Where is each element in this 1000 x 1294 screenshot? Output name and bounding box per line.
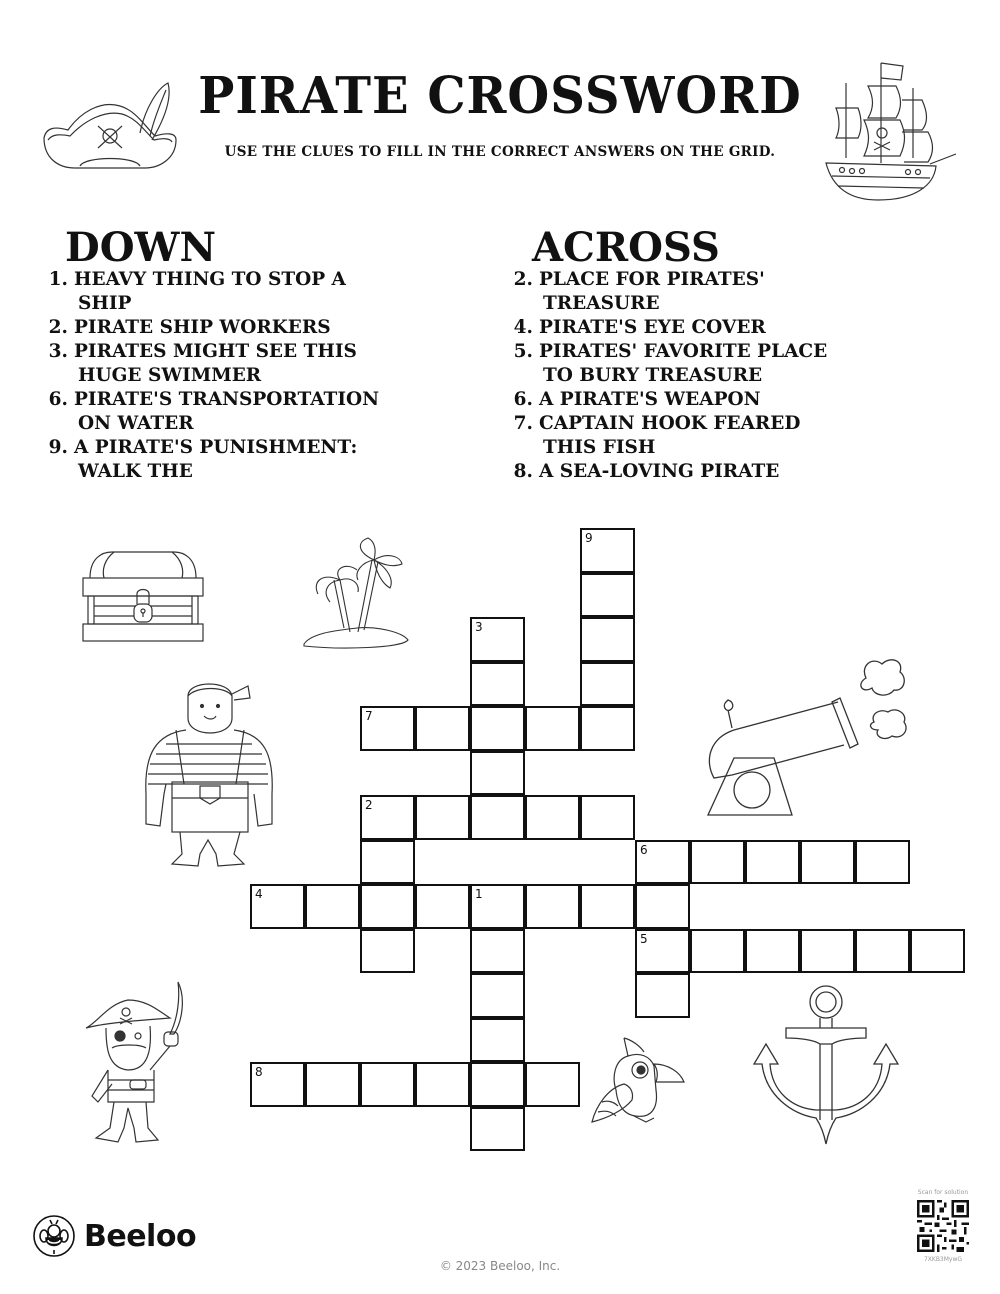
clue-number: 1 (475, 887, 483, 901)
across-clue-8: 8. A SEA-LOVING PIRATE (513, 461, 780, 482)
sailor-icon (136, 674, 276, 874)
grid-cell[interactable] (635, 840, 690, 885)
grid-cell[interactable] (635, 929, 690, 974)
grid-cell[interactable] (580, 795, 635, 840)
parrot-illustration (588, 1030, 688, 1130)
pirate-hat-illustration (40, 78, 180, 173)
grid-cell[interactable] (855, 929, 910, 974)
treasure-chest-icon (82, 548, 204, 643)
grid-cell[interactable] (470, 795, 525, 840)
palm-island-illustration (302, 532, 412, 654)
grid-cell[interactable] (635, 973, 690, 1018)
grid-cell[interactable] (580, 528, 635, 573)
grid-cell[interactable] (305, 884, 360, 929)
grid-cell[interactable] (690, 929, 745, 974)
instructions: USE THE CLUES TO FILL IN THE CORRECT ANSWERS ON THE GRID. (224, 144, 776, 160)
down-clue-3: 3. PIRATES MIGHT SEE THIS HUGE SWIMMER (48, 341, 357, 386)
grid-cell[interactable] (910, 929, 965, 974)
clue-number: 6 (640, 842, 648, 857)
clue-number: 3 (475, 620, 483, 634)
pirate-ship-icon (818, 58, 958, 208)
grid-cell[interactable] (470, 706, 525, 751)
grid-cell[interactable] (415, 795, 470, 840)
across-clue-5: 5. PIRATES' FAVORITE PLACE TO BURY TREASURE (513, 341, 828, 386)
clue-number: 8 (255, 1065, 263, 1079)
grid-cell[interactable] (525, 706, 580, 751)
grid-cell[interactable] (470, 929, 525, 974)
grid-cell[interactable] (580, 662, 635, 707)
pirate-ship-illustration (818, 58, 958, 208)
brand-name: Beeloo (84, 1218, 197, 1254)
across-heading: ACROSS (532, 224, 720, 271)
palm-tree-icon (302, 532, 412, 654)
down-clue-6: 6. PIRATE'S TRANSPORTATION ON WATER (48, 389, 379, 434)
grid-cell[interactable] (360, 1062, 415, 1107)
grid-cell[interactable] (470, 662, 525, 707)
qr-caption: Scan for solution (917, 1189, 969, 1196)
grid-cell[interactable] (580, 617, 635, 662)
down-clue-9: 9. A PIRATE'S PUNISHMENT: WALK THE (48, 437, 358, 482)
anchor-illustration (752, 984, 902, 1146)
cannon-illustration (704, 650, 914, 820)
sailor-illustration (136, 674, 276, 874)
grid-cell[interactable] (580, 573, 635, 618)
grid-cell[interactable] (470, 1107, 525, 1152)
down-clue-1: 1. HEAVY THING TO STOP A SHIP (48, 269, 346, 314)
qr-code-icon (917, 1200, 969, 1252)
across-clue-6: 6. A PIRATE'S WEAPON (513, 389, 761, 410)
grid-cell[interactable] (360, 884, 415, 929)
grid-cell[interactable] (690, 840, 745, 885)
grid-cell[interactable] (580, 706, 635, 751)
solution-qr-block[interactable] (910, 1189, 976, 1263)
grid-cell[interactable] (415, 884, 470, 929)
grid-cell[interactable] (360, 706, 415, 751)
down-clue-2: 2. PIRATE SHIP WORKERS (48, 317, 331, 338)
beeloo-logo[interactable] (32, 1214, 196, 1258)
grid-cell[interactable] (415, 706, 470, 751)
grid-cell[interactable] (250, 1062, 305, 1107)
page-title: PIRATE CROSSWORD (198, 66, 802, 126)
grid-cell[interactable] (855, 840, 910, 885)
pirate-captain-illustration (78, 978, 198, 1158)
clue-number: 7 (365, 709, 373, 723)
grid-cell[interactable] (470, 884, 525, 929)
grid-cell[interactable] (470, 1018, 525, 1063)
across-clue-2: 2. PLACE FOR PIRATES' TREASURE (513, 269, 765, 314)
grid-cell[interactable] (360, 795, 415, 840)
grid-cell[interactable] (525, 884, 580, 929)
grid-cell[interactable] (525, 795, 580, 840)
grid-cell[interactable] (525, 1062, 580, 1107)
clue-number: 5 (640, 931, 648, 946)
grid-cell[interactable] (250, 884, 305, 929)
qr-code-id: 7XKB3MywG (923, 1256, 963, 1263)
parrot-icon (588, 1030, 688, 1130)
clue-number: 2 (365, 798, 373, 812)
clue-number: 4 (255, 887, 263, 901)
grid-cell[interactable] (470, 1062, 525, 1107)
grid-cell[interactable] (800, 840, 855, 885)
grid-cell[interactable] (415, 1062, 470, 1107)
across-clue-list (503, 268, 923, 484)
grid-cell[interactable] (470, 617, 525, 662)
grid-cell[interactable] (360, 929, 415, 974)
anchor-icon (752, 984, 902, 1146)
down-heading: DOWN (65, 224, 217, 271)
across-clue-4: 4. PIRATE'S EYE COVER (513, 317, 766, 338)
grid-cell[interactable] (360, 840, 415, 885)
grid-cell[interactable] (580, 884, 635, 929)
grid-cell[interactable] (305, 1062, 360, 1107)
clue-number: 9 (585, 531, 593, 545)
grid-cell[interactable] (470, 973, 525, 1018)
cannon-icon (704, 650, 914, 820)
copyright-text: © 2023 Beeloo, Inc. (439, 1259, 561, 1273)
bee-logo-icon (32, 1214, 76, 1258)
across-clue-7: 7. CAPTAIN HOOK FEARED THIS FISH (513, 413, 801, 458)
down-clue-list (38, 268, 458, 484)
grid-cell[interactable] (745, 840, 800, 885)
pirate-hat-icon (40, 78, 180, 173)
pirate-captain-icon (78, 978, 198, 1158)
grid-cell[interactable] (745, 929, 800, 974)
treasure-chest-illustration (82, 548, 204, 643)
grid-cell[interactable] (800, 929, 855, 974)
grid-cell[interactable] (470, 751, 525, 796)
grid-cell[interactable] (635, 884, 690, 929)
